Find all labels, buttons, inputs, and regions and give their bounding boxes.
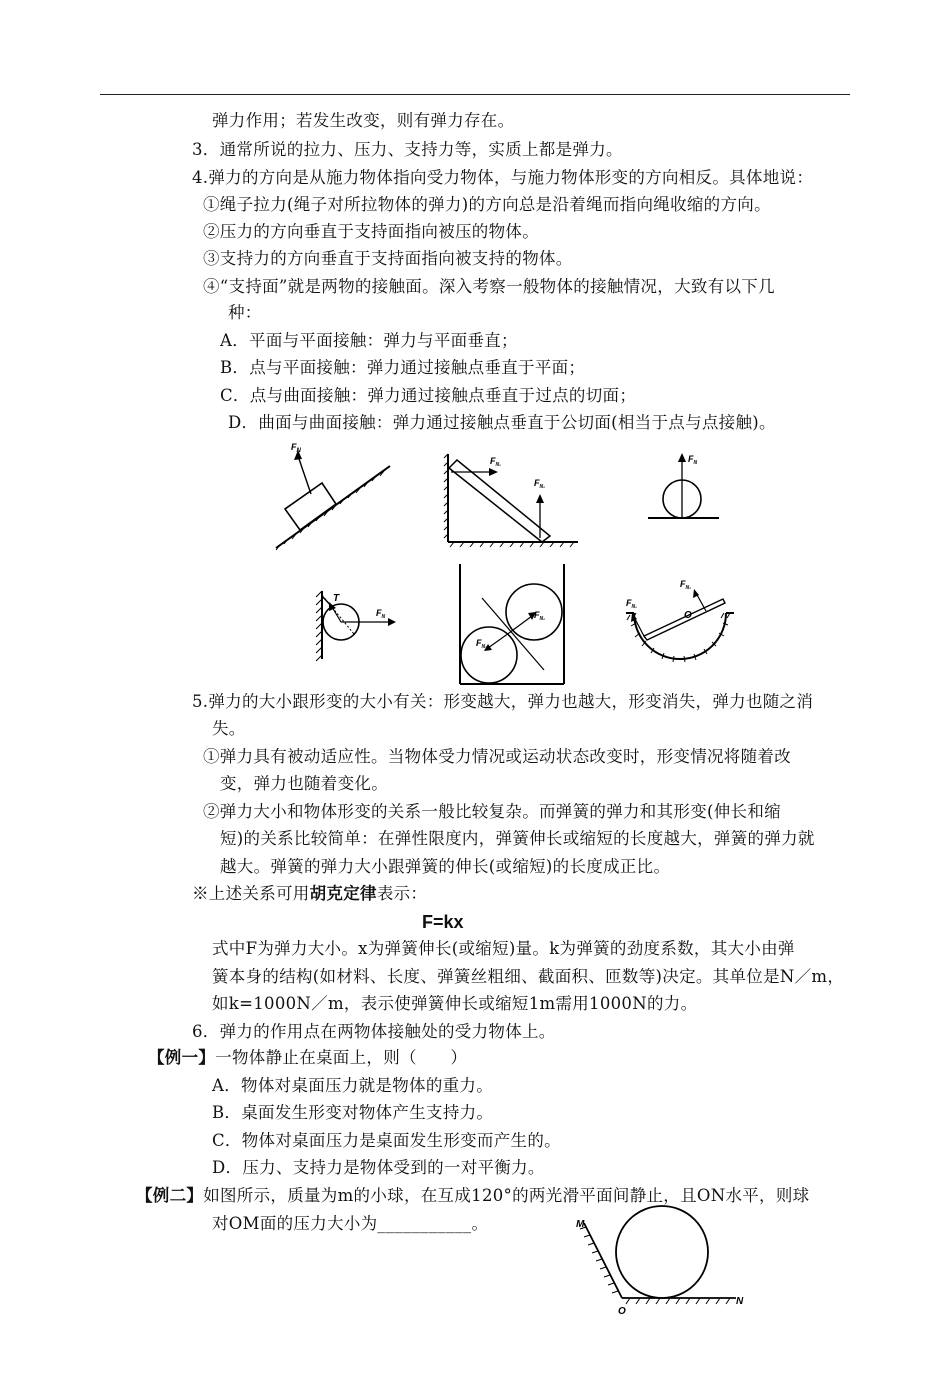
text-line: 6．弹力的作用点在两物体接触处的受力物体上。 (192, 1022, 556, 1041)
text-line: 变，弹力也随着变化。 (220, 774, 388, 793)
example1-tag: 【例一】 (148, 1048, 216, 1067)
text-line: 种： (228, 303, 262, 322)
text-line: ①绳子拉力(绳子对所拉物体的弹力)的方向总是沿着绳而指向绳收缩的方向。 (203, 195, 771, 214)
example2-tag: 【例二】 (136, 1186, 204, 1205)
example1-question (148, 1047, 467, 1069)
svg-text:FN₂: $F_{N_2}$ (534, 610, 546, 622)
text-line: 4.弹力的方向是从施力物体指向受力物体，与施力物体形变的方向相反。具体地说： (192, 168, 814, 187)
svg-text:FN: $F_N$ (376, 608, 386, 620)
text-line: ②压力的方向垂直于支持面指向被压的物体。 (203, 222, 539, 241)
text-line: ①弹力具有被动适应性。当物体受力情况或运动状态改变时，形变情况将随着改 (203, 747, 791, 766)
text-line: 短)的关系比较简单：在弹性限度内，弹簧伸长或缩短的长度越大，弹簧的弹力就 (220, 829, 815, 848)
text-line: B．点与平面接触：弹力通过接触点垂直于平面； (220, 358, 586, 377)
hooke-formula: F=kx (422, 912, 464, 932)
figure-rod-in-corner (430, 450, 580, 554)
hooke-suffix: 表示： (376, 884, 428, 903)
text-line: 簧本身的结构(如材料、长度、弹簧丝粗细、截面积、匝数等)决定。其单位是N／m， (212, 967, 845, 986)
hooke-intro (192, 883, 427, 905)
example2-text: 如图所示，质量为m的小球，在互成120°的两光滑平面间静止，且ON水平，则球 (203, 1186, 810, 1205)
example1-option-d: D．压力、支持力是物体受到的一对平衡力。 (212, 1158, 545, 1177)
example1-text: 一物体静止在桌面上，则（ ） (215, 1048, 468, 1067)
text-line: ②弹力大小和物体形变的关系一般比较复杂。而弹簧的弹力和其形变(伸长和缩 (203, 802, 781, 821)
svg-text:FN₁: $F_{N_1}$ (626, 598, 637, 610)
text-line: ③支持力的方向垂直于支持面指向被支持的物体。 (203, 249, 573, 268)
figure-ball-hanging-wall (312, 583, 402, 667)
text-line: ④“支持面”就是两物的接触面。深入考察一般物体的接触情况，大致有以下几 (203, 277, 775, 296)
fn-label: $F_N$ (291, 442, 301, 454)
text-line: 失。 (212, 719, 246, 738)
example1-option-a: A．物体对桌面压力就是物体的重力。 (212, 1076, 494, 1095)
text-line: D．曲面与曲面接触：弹力通过接触点垂直于公切面(相当于点与点接触)。 (228, 413, 776, 432)
text-line: 弹力作用；若发生改变，则有弹力存在。 (212, 111, 515, 130)
svg-text:FN: $F_N$ (688, 454, 698, 466)
svg-text:O: O (684, 610, 692, 621)
example2-answer-line: 对OM面的压力大小为___________。 (212, 1214, 489, 1233)
figure-block-on-incline (268, 438, 398, 557)
hooke-prefix: ※上述关系可用 (192, 884, 310, 903)
text-line: 3．通常所说的拉力、压力、支持力等，实质上都是弹力。 (192, 140, 623, 159)
figure-ball-between-planes (570, 1205, 755, 1324)
label-m: M (576, 1219, 585, 1230)
label-o: O (618, 1306, 626, 1317)
svg-text:FN₂: $F_{N_2}$ (680, 579, 692, 591)
svg-text:FN₁: $F_{N_1}$ (490, 456, 501, 468)
text-line: 式中F为弹力大小。x为弹簧伸长(或缩短)量。k为弹簧的劲度系数，其大小由弹 (212, 939, 795, 958)
figure-ball-on-plane (645, 448, 725, 532)
text-line: 越大。弹簧的弹力大小跟弹簧的伸长(或缩短)的长度成正比。 (220, 857, 671, 876)
example2-question (136, 1185, 809, 1207)
example1-option-b: B．桌面发生形变对物体产生支持力。 (212, 1103, 494, 1122)
text-line: 如k=1000N／m，表示使弹簧伸长或缩短1m需用1000N的力。 (212, 994, 698, 1013)
example1-option-c: C．物体对桌面压力是桌面发生形变而产生的。 (212, 1131, 561, 1150)
text-line: 5.弹力的大小跟形变的大小有关：形变越大，弹力也越大，形变消失，弹力也随之消 (192, 692, 814, 711)
text-line: C．点与曲面接触：弹力通过接触点垂直于过点的切面； (220, 386, 637, 405)
text-line: A．平面与平面接触：弹力与平面垂直； (220, 331, 518, 350)
hooke-law-term: 胡克定律 (309, 884, 377, 903)
label-n: N (736, 1296, 744, 1307)
svg-text:T: T (333, 593, 340, 604)
figure-two-balls-in-box (454, 560, 569, 694)
svg-text:FN₁: $F_{N_1}$ (476, 638, 487, 650)
svg-text:FN₂: $F_{N_2}$ (534, 478, 546, 490)
figure-rod-in-bowl (622, 573, 737, 672)
header-rule (100, 94, 850, 95)
